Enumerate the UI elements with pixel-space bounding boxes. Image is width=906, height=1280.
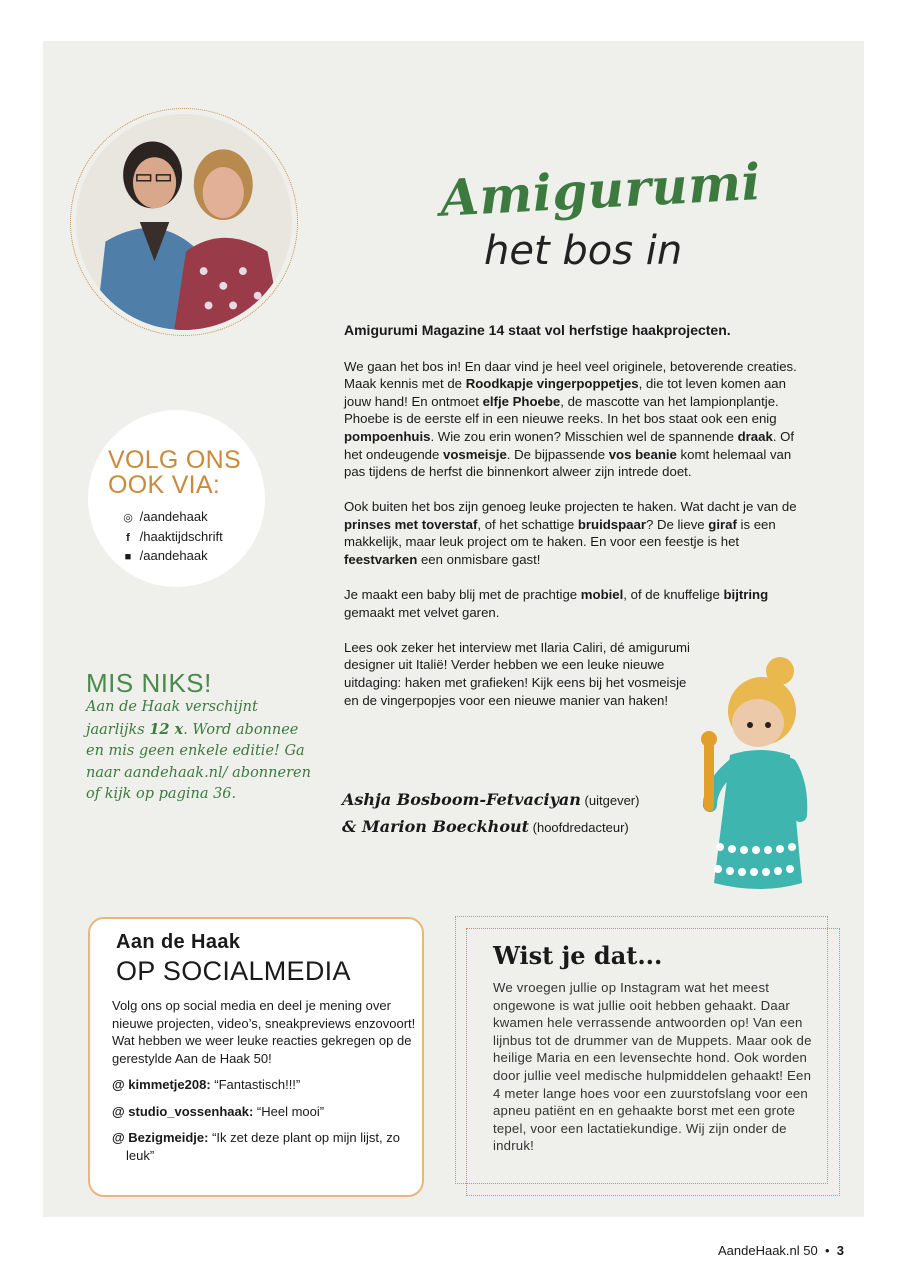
misniks-title: MIS NIKS! [86,668,212,698]
paragraph-4: Lees ook zeker het interview met Ilaria Caliri, dé amigurumi designer uit Italië! Verder hebben we een leuke nieuwe uitdaging: haken met grafieken! Kijk eens bij het vosmeisje en de vingerpopjes voor een nieuwe manier van haken! [344,639,690,708]
page-footer [718,1243,844,1258]
video-camera-icon: ■ [124,551,132,563]
quote-item: @ kimmetje208: “Fantastisch!!!” [112,1077,301,1092]
footer-site: AandeHaak.nl 50 [717,1243,818,1258]
social-body: Volg ons op social media en deel je mening over nieuwe projecten, video’s, sneakpreviews enzovoort! Wat hebben we weer leuke reacties gekregen op de gerestylde Aan de Haak 50! [112,998,416,1066]
article-subtitle: het bos in [484,228,683,274]
social-brand: Aan de Haak [116,931,241,953]
social-quotes [112,1076,416,1173]
wist-title: Wist je dat... [493,941,663,970]
signature-line-2: & Marion Boeckhout (hoofdredacteur) [342,817,629,836]
article-title: Amigurumi [438,152,763,228]
social-link-instagram[interactable]: ◎ /aandehaak [120,508,223,528]
editors-photo [70,108,298,336]
quote-item: @ studio_vossenhaak: “Heel mooi” [112,1103,325,1119]
footer-bullet: • [824,1243,830,1258]
signature-line-1: Ashja Bosboom-Fetvaciyan (uitgever) [342,790,640,809]
follow-title: VOLG ONS OOK VIA: [108,446,241,499]
social-title: OP SOCIALMEDIA [116,956,351,986]
editors-photo-image [76,114,292,330]
social-links [120,508,223,567]
facebook-icon: f [126,531,130,544]
paragraph-1: We gaan het bos in! En daar vind je heel veel originele, betoverende creaties. Maak kennis met de Roodkapje vingerpoppetjes, die tot leven komen aan jouw hand! En ontmoet elfje Phoebe, de mascotte van het lampionplantje. Phoebe is de eerste elf in een nieuwe reeks. In het bos staat ook een enig pompoenhuis. Wie zou erin wonen? Misschien wel de spannende draak. Of het ondeugende vosmeisje. De bijpassende vos beanie komt helemaal van pas tijdens de herfst die binnenkort alweer zijn intrede doet. [344,358,797,480]
follow-us-circle [88,410,265,587]
crochet-doll-image [690,655,812,905]
paragraph-2: Ook buiten het bos zijn genoeg leuke projecten te haken. Wat dacht je van de prinses met toverstaf, of het schattige bruidspaar? De lieve giraf is een makkelijk, maar leuk project om te haken. En voor een feestje is het feestvarken een onmisbare gast! [344,499,797,568]
article-lead: Amigurumi Magazine 14 staat vol herfstige haakprojecten. [344,322,731,338]
wist-body: We vroegen jullie op Instagram wat het meest ongewone is wat jullie ooit hebben gehaakt. Daar kwamen hele verrassende antwoorden op! Van een lijnbus tot de drummer van de Muppets. Maar ook de heilige Maria en een levensechte hond. Ook worden door jullie veel medische hulpmiddelen gehaakt! Een 4 meter lange hoes voor een zuurstofslang voor een apneu patiënt en en gehaakte borst met een grote tepel, voor een lactatiekundige. Wij zijn onder de indruk! [493,980,812,1154]
social-media-box [88,917,424,1197]
paragraph-3: Je maakt een baby blij met de prachtige mobiel, of de knuffelige bijtring gemaakt met velvet garen. [344,587,769,620]
social-link-facebook[interactable]: f /haaktijdschrift [120,528,223,548]
page-number: 3 [836,1243,844,1258]
quote-item: @ Bezigmeidje: “Ik zet deze plant op mijn lijst, zo leuk” [112,1130,400,1163]
social-link-video[interactable]: ■ /aandehaak [120,547,223,567]
instagram-icon: ◎ [123,512,133,524]
misniks-text: Aan de Haak verschijnt jaarlijks 12 x. Word abonnee en mis geen enkele editie! Ga naar aandehaak.nl/ abonneren of kijk op pagina 36. [86,699,311,802]
